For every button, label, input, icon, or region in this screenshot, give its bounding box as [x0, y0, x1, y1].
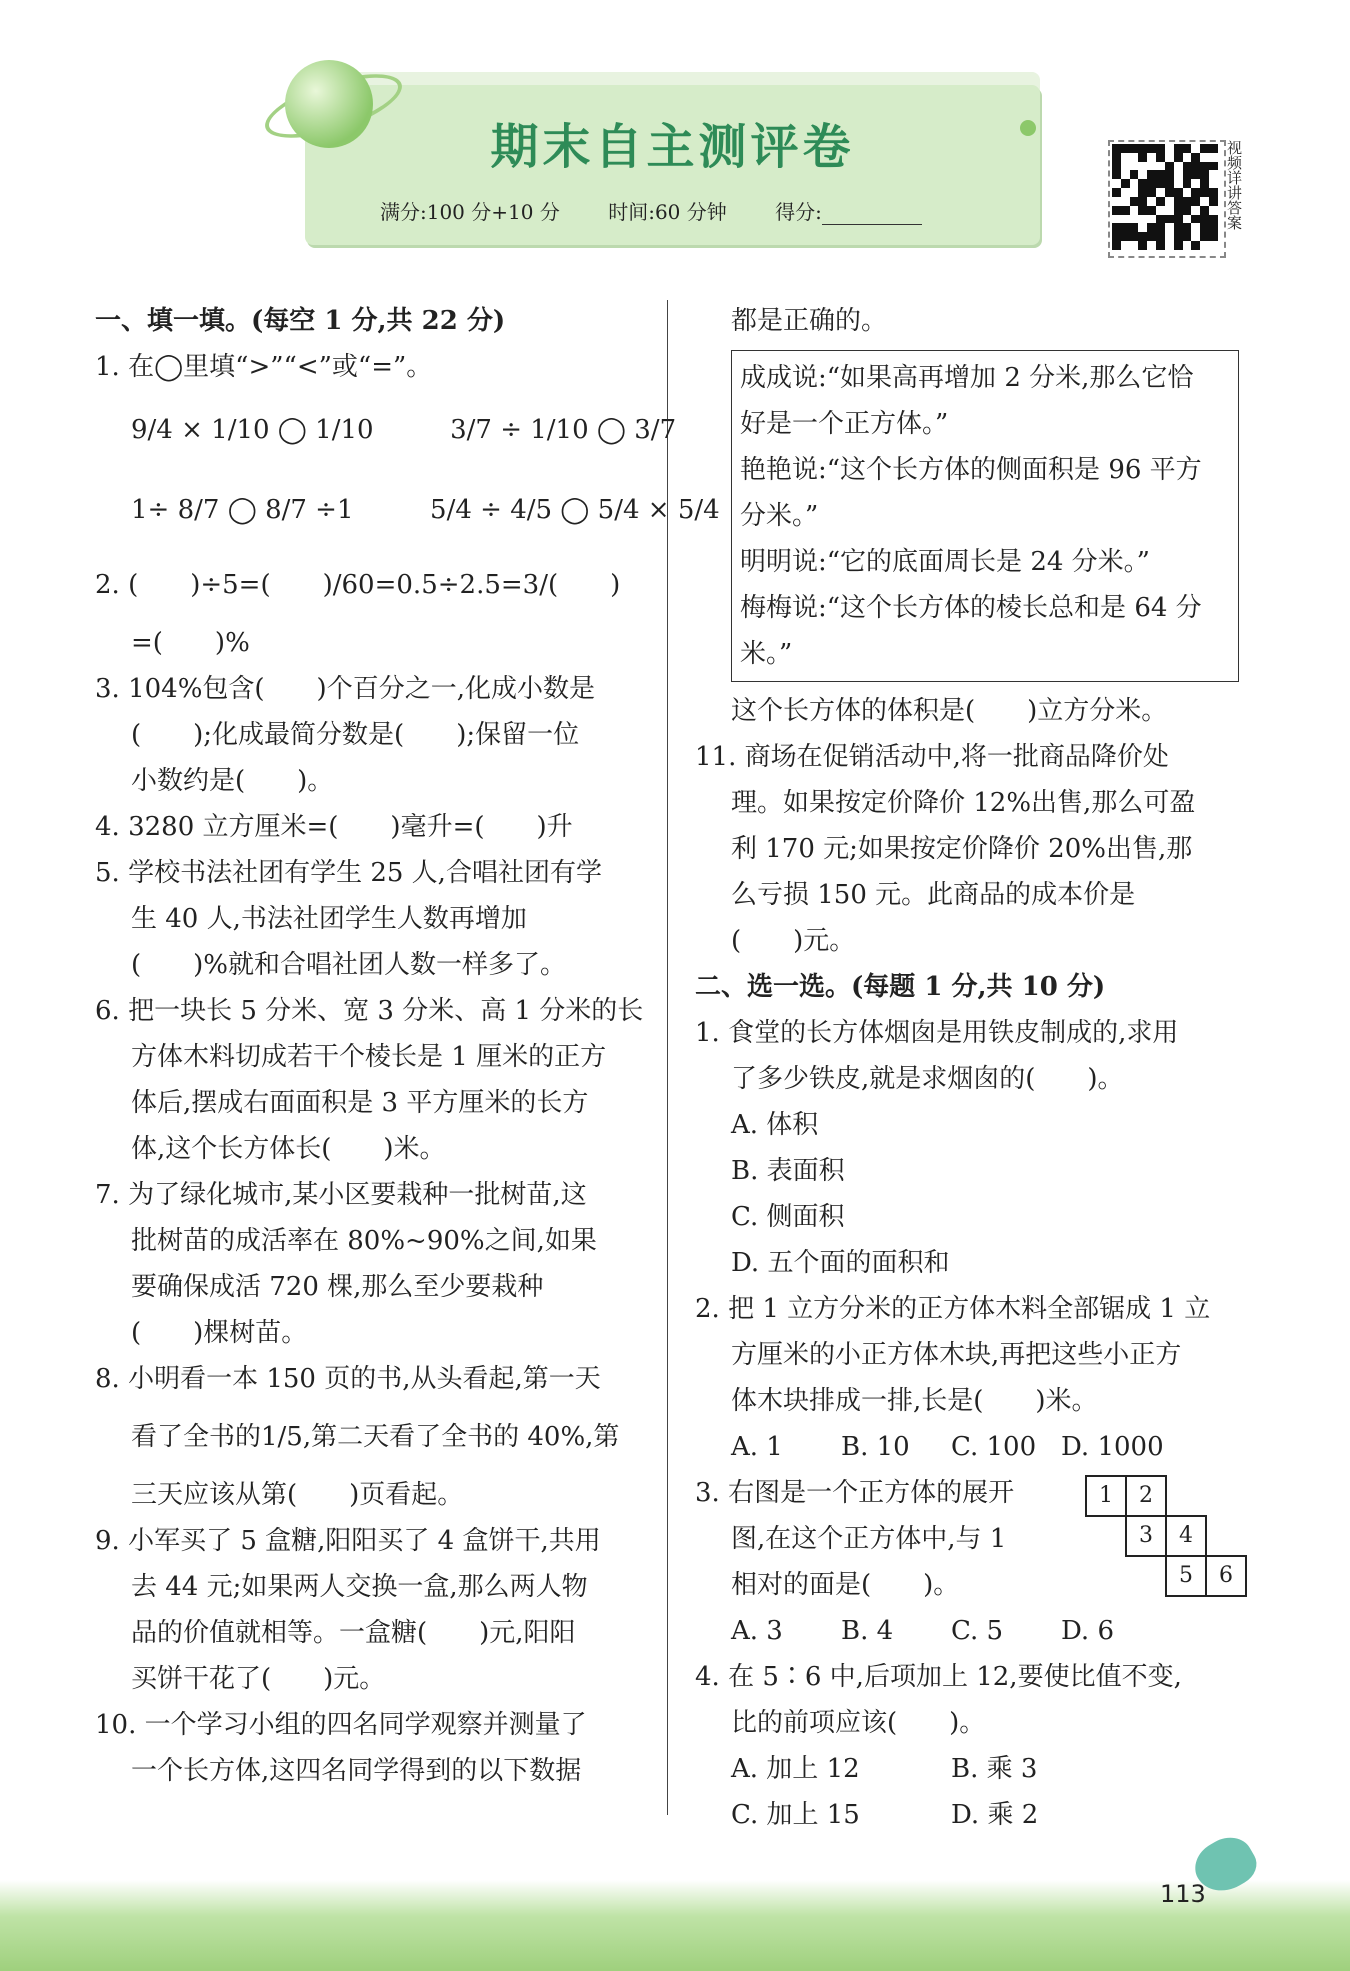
option: C. 100	[951, 1432, 1037, 1462]
net-face: 6	[1205, 1555, 1247, 1597]
option: A. 体积	[731, 1110, 819, 1140]
qr-code-icon[interactable]	[1108, 140, 1226, 258]
q10	[95, 1702, 655, 1794]
q5-line: ( )%就和合唱社团人数一样多了。	[131, 950, 566, 980]
full-score: 满分:100 分+10 分	[380, 200, 560, 224]
s2-q4	[695, 1654, 1255, 1838]
s2-q3-line: 3. 右图是一个正方体的展开	[695, 1478, 1015, 1508]
net-face: 5	[1165, 1555, 1207, 1597]
score-blank	[822, 206, 922, 225]
option: C. 侧面积	[731, 1202, 845, 1232]
q1-row1-b: 3/7 ÷ 1/10 ◯ 3/7	[450, 415, 677, 445]
option: D. 乘 2	[951, 1800, 1039, 1830]
q1-row2	[95, 470, 720, 550]
q9-line: 品的价值就相等。一盒糖( )元,阳阳	[131, 1618, 576, 1648]
quote-line: 梅梅说:“这个长方体的棱长总和是 64 分	[740, 593, 1202, 623]
option: D. 五个面的面积和	[731, 1248, 950, 1278]
s2-q3-line: 相对的面是( )。	[731, 1570, 960, 1600]
q6-line: 6. 把一块长 5 分米、宽 3 分米、高 1 分米的长	[95, 996, 644, 1026]
q7	[95, 1172, 655, 1356]
q7-line: 7. 为了绿化城市,某小区要栽种一批树苗,这	[95, 1180, 587, 1210]
q5	[95, 850, 655, 988]
q11-line: 利 170 元;如果按定价降价 20%出售,那	[731, 834, 1193, 864]
q8-line: 8. 小明看一本 150 页的书,从头看起,第一天	[95, 1364, 601, 1394]
q2-line2: =( )%	[131, 628, 250, 658]
q8-line: 看了全书的1/5,第二天看了全书的 40%,第	[131, 1422, 620, 1452]
q4: 4. 3280 立方厘米=( )毫升=( )升	[95, 812, 573, 842]
s2-q1-line: 1. 食堂的长方体烟囱是用铁皮制成的,求用	[695, 1018, 1179, 1048]
q11	[695, 734, 1255, 964]
q7-line: 批树苗的成活率在 80%~90%之间,如果	[131, 1226, 597, 1256]
net-face: 4	[1165, 1515, 1207, 1557]
s2-q2	[695, 1286, 1255, 1470]
q9-line: 去 44 元;如果两人交换一盒,那么两人物	[131, 1572, 588, 1602]
section1-heading: 一、填一填。(每空 1 分,共 22 分)	[95, 306, 506, 336]
q6-line: 方体木料切成若干个棱长是 1 厘米的正方	[131, 1042, 607, 1072]
q10-line: 10. 一个学习小组的四名同学观察并测量了	[95, 1710, 587, 1740]
option: B. 表面积	[731, 1156, 845, 1186]
q3-line: 小数约是( )。	[131, 766, 334, 796]
quote-line: 分米。”	[740, 501, 819, 531]
net-face: 3	[1125, 1515, 1167, 1557]
q10-cont: 都是正确的。	[731, 306, 888, 336]
q10-quote-box	[731, 350, 1239, 682]
q5-line: 生 40 人,书法社团学生人数再增加	[131, 904, 527, 934]
option: B. 4	[841, 1616, 894, 1646]
q10-line: 一个长方体,这四名同学得到的以下数据	[131, 1756, 582, 1786]
option: B. 乘 3	[951, 1754, 1038, 1784]
s2-q2-line: 方厘米的小正方体木块,再把这些小正方	[731, 1340, 1182, 1370]
quote-line: 明明说:“它的底面周长是 24 分米。”	[740, 547, 1150, 577]
q5-line: 5. 学校书法社团有学生 25 人,合唱社团有学	[95, 858, 602, 888]
s2-q4-options	[695, 1746, 1255, 1792]
q6-line: 体后,摆成右面面积是 3 平方厘米的长方	[131, 1088, 589, 1118]
qr-label: 视频详讲答案	[1225, 140, 1243, 230]
q1-text: 1. 在◯里填“>”“<”或“=”。	[95, 352, 433, 382]
page-title: 期末自主测评卷	[490, 119, 855, 175]
q3-line: 3. 104%包含( )个百分之一,化成小数是	[95, 674, 595, 704]
s2-q1	[695, 1010, 1255, 1286]
section2-heading: 二、选一选。(每题 1 分,共 10 分)	[695, 972, 1106, 1002]
quote-line: 米。”	[740, 639, 793, 669]
q9-line: 9. 小军买了 5 盒糖,阳阳买了 4 盒饼干,共用	[95, 1526, 601, 1556]
q7-line: 要确保成活 720 棵,那么至少要栽种	[131, 1272, 544, 1302]
quote-line: 好是一个正方体。”	[740, 409, 949, 439]
q11-line: 么亏损 150 元。此商品的成本价是	[731, 880, 1136, 910]
s2-q3-line: 图,在这个正方体中,与 1	[731, 1524, 1007, 1554]
option: A. 1	[731, 1432, 783, 1462]
q3	[95, 666, 655, 804]
q3-line: ( );化成最简分数是( );保留一位	[131, 720, 580, 750]
option: B. 10	[841, 1432, 910, 1462]
q11-line: 理。如果按定价降价 12%出售,那么可盈	[731, 788, 1196, 818]
s2-q4-line: 比的前项应该( )。	[731, 1708, 986, 1738]
s2-q4-line: 4. 在 5∶6 中,后项加上 12,要使比值不变,	[695, 1662, 1182, 1692]
option: A. 加上 12	[731, 1754, 860, 1784]
q8	[95, 1356, 655, 1518]
quote-line: 成成说:“如果高再增加 2 分米,那么它恰	[740, 363, 1194, 393]
right-column	[695, 298, 1255, 1838]
q6-line: 体,这个长方体长( )米。	[131, 1134, 446, 1164]
q1-row1-a: 9/4 × 1/10 ◯ 1/10	[131, 415, 374, 445]
s2-q2-line: 2. 把 1 立方分米的正方体木料全部锯成 1 立	[695, 1294, 1211, 1324]
option: C. 5	[951, 1616, 1004, 1646]
q2-line1: 2. ( )÷5=( )/60=0.5÷2.5=3/( )	[95, 570, 621, 600]
page-number: 113	[1160, 1880, 1206, 1908]
q1-row2-a: 1÷ 8/7 ◯ 8/7 ÷1	[131, 495, 354, 525]
q11-line: 11. 商场在促销活动中,将一批商品降价处	[695, 742, 1169, 772]
q7-line: ( )棵树苗。	[131, 1318, 308, 1348]
q6	[95, 988, 655, 1172]
q8-line: 三天应该从第( )页看起。	[131, 1480, 464, 1510]
net-face: 1	[1085, 1475, 1127, 1517]
q11-line: ( )元。	[731, 926, 856, 956]
s2-q1-line: 了多少铁皮,就是求烟囱的( )。	[731, 1064, 1124, 1094]
option: D. 1000	[1061, 1432, 1164, 1462]
q1-row1	[95, 390, 677, 470]
s2-q2-line: 体木块排成一排,长是( )米。	[731, 1386, 1098, 1416]
q9	[95, 1518, 655, 1702]
q10-end: 这个长方体的体积是( )立方分米。	[731, 696, 1168, 726]
left-column	[95, 298, 720, 1794]
score-label: 得分:	[775, 200, 822, 224]
quote-line: 艳艳说:“这个长方体的侧面积是 96 平方	[740, 455, 1202, 485]
exam-info	[380, 196, 964, 225]
option: C. 加上 15	[731, 1800, 860, 1830]
q1-row2-b: 5/4 ÷ 4/5 ◯ 5/4 × 5/4	[430, 495, 720, 525]
option: A. 3	[731, 1616, 783, 1646]
net-face: 2	[1125, 1475, 1167, 1517]
q9-line: 买饼干花了( )元。	[131, 1664, 386, 1694]
s2-q3-options	[695, 1608, 1255, 1654]
s2-q4-options	[695, 1792, 1255, 1838]
footer-band	[0, 1880, 1350, 1971]
s2-q2-options	[695, 1424, 1255, 1470]
time-limit: 时间:60 分钟	[608, 200, 727, 224]
option: D. 6	[1061, 1616, 1114, 1646]
